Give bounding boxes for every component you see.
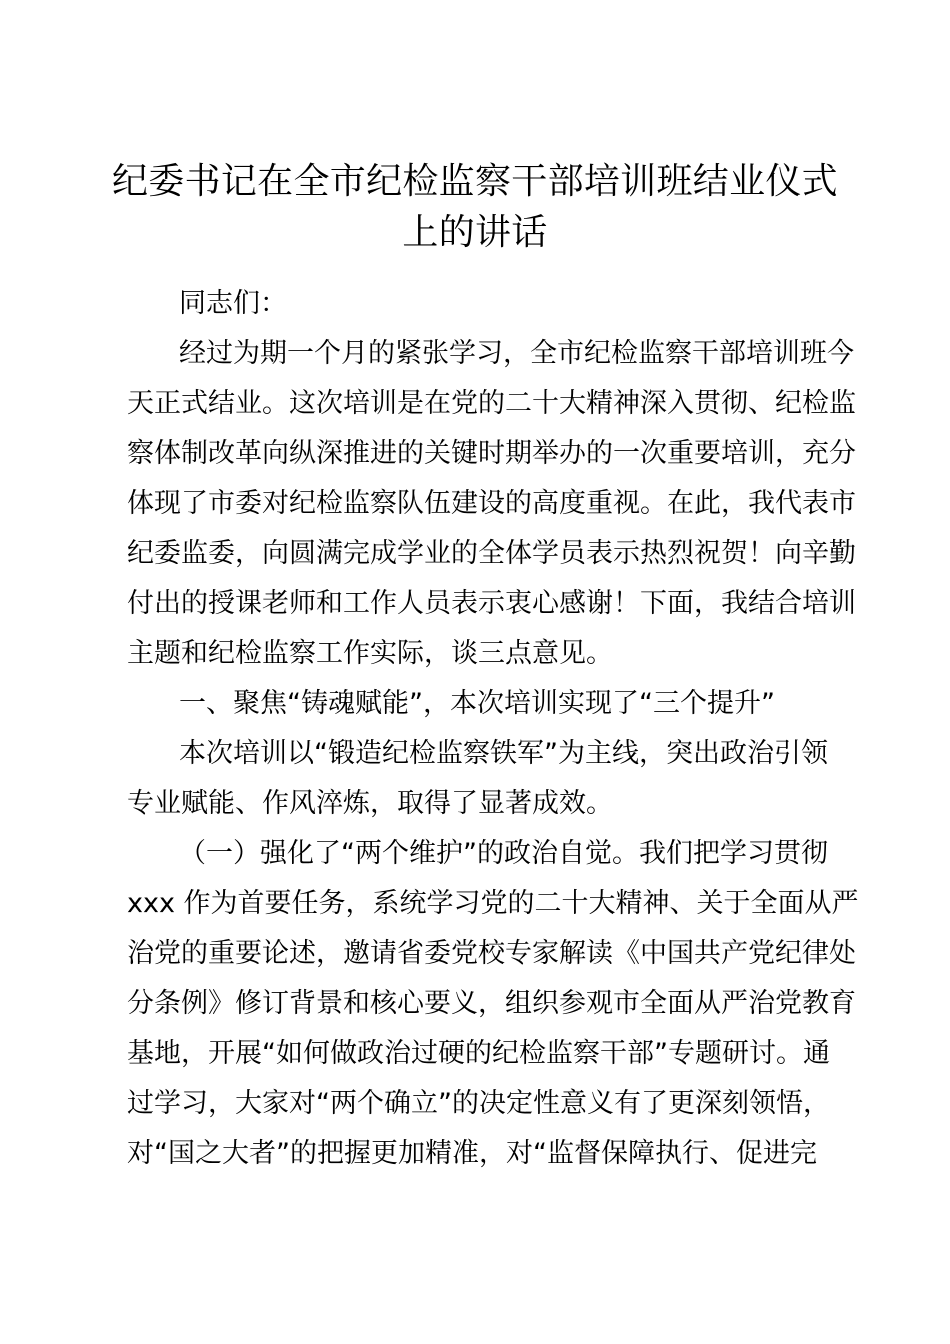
paragraph-line: 纪委监委，向圆满完成学业的全体学员表示热烈祝贺！向辛勤 [127, 538, 856, 569]
salutation: 同志们： [179, 288, 287, 319]
paragraph-line: 治党的重要论述，邀请省委党校专家解读《中国共产党纪律处 [127, 938, 856, 969]
paragraph-line: 察体制改革向纵深推进的关键时期举办的一次重要培训，充分 [127, 438, 856, 469]
paragraph-line: 对“国之大者”的把握更加精准，对“监督保障执行、促进完 [127, 1138, 817, 1169]
paragraph-line: 本次培训以“锻造纪检监察铁军”为主线，突出政治引领 [179, 738, 828, 769]
paragraph-line: （一）强化了“两个维护”的政治自觉。我们把学习贯彻 [179, 838, 828, 869]
section-heading: 一、聚焦“铸魂赋能”，本次培训实现了“三个提升” [179, 688, 775, 719]
paragraph-line: 过学习，大家对“两个确立”的决定性意义有了更深刻领悟， [127, 1088, 830, 1119]
paragraph-line: 基地，开展“如何做政治过硬的纪检监察干部”专题研讨。通 [127, 1038, 830, 1069]
paragraph-line: 主题和纪检监察工作实际，谈三点意见。 [127, 638, 613, 669]
paragraph-line: 付出的授课老师和工作人员表示衷心感谢！下面，我结合培训 [127, 588, 856, 619]
title-line-2: 上的讲话 [402, 212, 548, 253]
title-line-1: 纪委书记在全市纪检监察干部培训班结业仪式 [111, 161, 838, 202]
paragraph-line: 体现了市委对纪检监察队伍建设的高度重视。在此，我代表市 [127, 488, 856, 519]
paragraph-line: xxx 作为首要任务，系统学习党的二十大精神、关于全面从严 [127, 888, 859, 919]
paragraph-line: 经过为期一个月的紧张学习，全市纪检监察干部培训班今 [179, 338, 854, 369]
paragraph-line: 分条例》修订背景和核心要义，组织参观市全面从严治党教育 [127, 988, 856, 1019]
paragraph-line: 专业赋能、作风淬炼，取得了显著成效。 [127, 788, 613, 819]
document-title [100, 156, 850, 258]
paragraph-line: 天正式结业。这次培训是在党的二十大精神深入贯彻、纪检监 [127, 388, 856, 419]
